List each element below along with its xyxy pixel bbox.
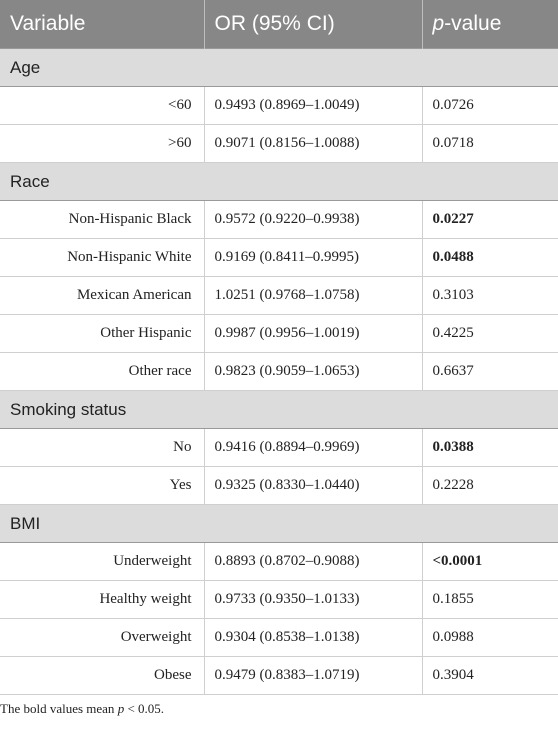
p-value-cell: 0.0988	[422, 619, 558, 657]
group-row	[0, 163, 558, 201]
or-cell: 0.9733 (0.9350–1.0133)	[204, 581, 422, 619]
table-row	[0, 619, 558, 657]
table-row	[0, 429, 558, 467]
group-label: Smoking status	[0, 391, 558, 429]
table-body	[0, 49, 558, 695]
group-label: BMI	[0, 505, 558, 543]
variable-cell: Overweight	[0, 619, 204, 657]
table-row	[0, 353, 558, 391]
or-cell: 0.9304 (0.8538–1.0138)	[204, 619, 422, 657]
p-value-cell: 0.0718	[422, 125, 558, 163]
or-cell: 0.9325 (0.8330–1.0440)	[204, 467, 422, 505]
table-row	[0, 543, 558, 581]
p-value-cell: 0.0388	[422, 429, 558, 467]
header-p-rest: -value	[444, 12, 502, 35]
or-cell: 0.8893 (0.8702–0.9088)	[204, 543, 422, 581]
footnote	[0, 695, 558, 717]
or-cell: 1.0251 (0.9768–1.0758)	[204, 277, 422, 315]
header-row	[0, 0, 558, 49]
table-row	[0, 201, 558, 239]
header-or: OR (95% CI)	[204, 0, 422, 49]
table-row	[0, 581, 558, 619]
or-cell: 0.9479 (0.8383–1.0719)	[204, 657, 422, 695]
variable-cell: Non-Hispanic Black	[0, 201, 204, 239]
p-value-cell: 0.6637	[422, 353, 558, 391]
p-value-cell: 0.3904	[422, 657, 558, 695]
variable-cell: Non-Hispanic White	[0, 239, 204, 277]
footnote-before: The bold values mean	[0, 701, 118, 716]
or-cell: 0.9493 (0.8969–1.0049)	[204, 87, 422, 125]
or-cell: 0.9416 (0.8894–0.9969)	[204, 429, 422, 467]
variable-cell: No	[0, 429, 204, 467]
table-row	[0, 239, 558, 277]
or-cell: 0.9572 (0.9220–0.9938)	[204, 201, 422, 239]
table-row	[0, 125, 558, 163]
or-cell: 0.9071 (0.8156–1.0088)	[204, 125, 422, 163]
p-value-cell: 0.1855	[422, 581, 558, 619]
header-p-value	[422, 0, 558, 49]
header-variable: Variable	[0, 0, 204, 49]
group-label: Race	[0, 163, 558, 201]
variable-cell: <60	[0, 87, 204, 125]
variable-cell: Other race	[0, 353, 204, 391]
table-row	[0, 315, 558, 353]
variable-cell: Yes	[0, 467, 204, 505]
variable-cell: >60	[0, 125, 204, 163]
p-value-cell: 0.0726	[422, 87, 558, 125]
p-value-cell: 0.2228	[422, 467, 558, 505]
p-value-cell: 0.0488	[422, 239, 558, 277]
or-cell: 0.9169 (0.8411–0.9995)	[204, 239, 422, 277]
or-cell: 0.9823 (0.9059–1.0653)	[204, 353, 422, 391]
p-value-cell: 0.0227	[422, 201, 558, 239]
group-label: Age	[0, 49, 558, 87]
variable-cell: Other Hispanic	[0, 315, 204, 353]
table-row	[0, 467, 558, 505]
table-row	[0, 277, 558, 315]
variable-cell: Healthy weight	[0, 581, 204, 619]
or-cell: 0.9987 (0.9956–1.0019)	[204, 315, 422, 353]
header-p-italic: p	[432, 12, 445, 35]
p-value-cell: 0.3103	[422, 277, 558, 315]
p-value-cell: <0.0001	[422, 543, 558, 581]
table-row	[0, 657, 558, 695]
p-value-cell: 0.4225	[422, 315, 558, 353]
group-row	[0, 391, 558, 429]
variable-cell: Mexican American	[0, 277, 204, 315]
table-row	[0, 87, 558, 125]
group-row	[0, 49, 558, 87]
footnote-p: p	[117, 701, 125, 716]
variable-cell: Obese	[0, 657, 204, 695]
footnote-after: < 0.05.	[124, 701, 165, 716]
variable-cell: Underweight	[0, 543, 204, 581]
group-row	[0, 505, 558, 543]
